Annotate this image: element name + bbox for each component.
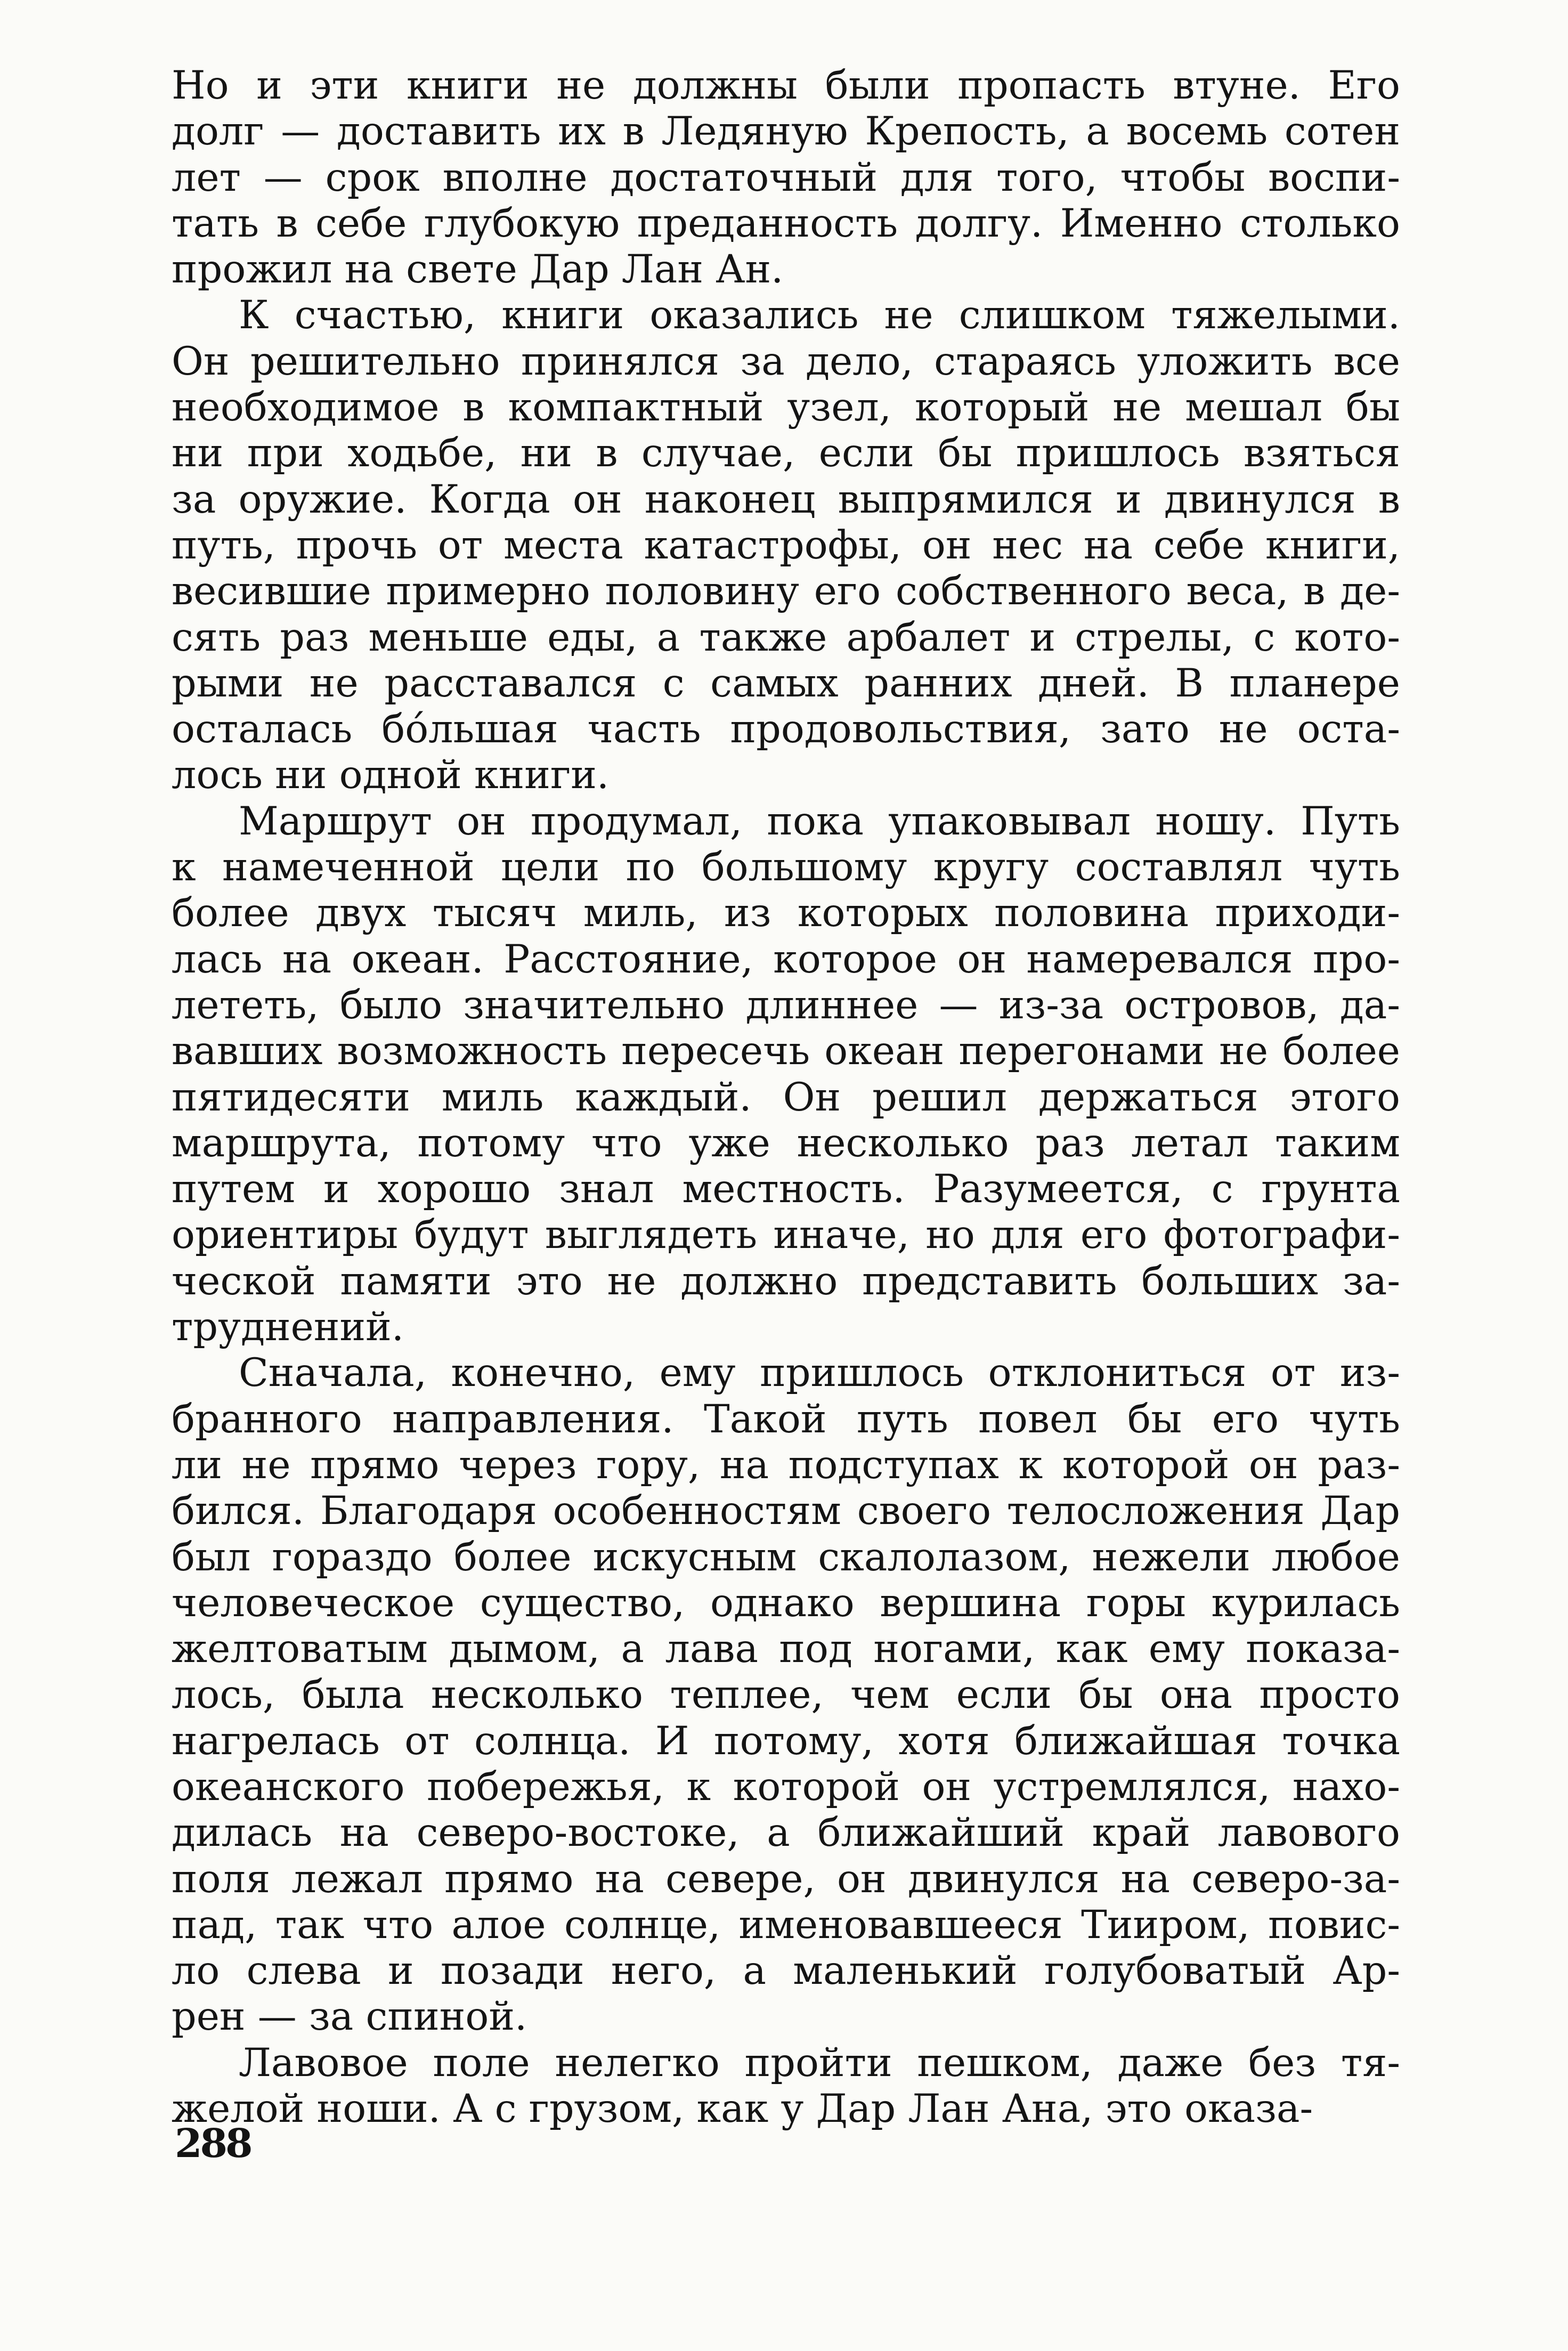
- paragraph: [172, 1350, 1400, 2040]
- text-line: нагрелась от солнца. И потому, хотя ближайшая точка: [172, 1718, 1400, 1764]
- text-line: лететь, было значительно длиннее — из-за островов, да-: [172, 982, 1400, 1028]
- text-line: пад, так что алое солнце, именовавшееся Тииром, повис-: [172, 1902, 1400, 1948]
- text-line: более двух тысяч миль, из которых половина приходи-: [172, 890, 1400, 936]
- text-line: Но и эти книги не должны были пропасть втуне. Его: [172, 63, 1400, 108]
- text-line: бранного направления. Такой путь повел бы его чуть: [172, 1396, 1400, 1442]
- paragraph: [172, 2040, 1400, 2133]
- text-line: рен — за спиной.: [172, 1994, 527, 2040]
- text-line: лось, была несколько теплее, чем если бы она просто: [172, 1672, 1400, 1718]
- text-line: лет — срок вполне достаточный для того, чтобы воспи-: [172, 155, 1400, 200]
- text-line: тать в себе глубокую преданность долгу. Именно столько: [172, 200, 1400, 246]
- text-line: ческой памяти это не должно представить больших за-: [172, 1258, 1400, 1304]
- paragraph: [172, 63, 1400, 293]
- text-line: за оружие. Когда он наконец выпрямился и двинулся в: [172, 476, 1400, 522]
- text-line: поля лежал прямо на севере, он двинулся на северо-за-: [172, 1856, 1400, 1902]
- paragraph: [172, 799, 1400, 1351]
- text-line: вавших возможность пересечь океан перегонами не более: [172, 1028, 1400, 1074]
- text-line: Сначала, конечно, ему пришлось отклониться от из-: [239, 1350, 1400, 1396]
- text-line: осталась бо́льшая часть продовольствия, зато не оста-: [172, 707, 1400, 752]
- text-line: прожил на свете Дар Лан Ан.: [172, 247, 784, 293]
- text-line: был гораздо более искусным скалолазом, нежели любое: [172, 1534, 1400, 1580]
- text-line: желой ноши. А с грузом, как у Дар Лан Ана, это оказа-: [172, 2086, 1313, 2132]
- text-line: пятидесяти миль каждый. Он решил держаться этого: [172, 1074, 1400, 1120]
- text-line: ло слева и позади него, а маленький голубоватый Ар-: [172, 1948, 1400, 1994]
- text-line: путем и хорошо знал местность. Разумеется, с грунта: [172, 1166, 1400, 1212]
- book-page: [172, 63, 1400, 2301]
- text-line: Маршрут он продумал, пока упаковывал ношу. Путь: [239, 798, 1400, 844]
- text-line: маршрута, потому что уже несколько раз летал таким: [172, 1120, 1400, 1166]
- page-number: 288: [175, 2121, 251, 2167]
- text-line: сять раз меньше еды, а также арбалет и стрелы, с кото-: [172, 614, 1400, 660]
- text-line: Лавовое поле нелегко пройти пешком, даже без тя-: [239, 2040, 1400, 2086]
- text-line: бился. Благодаря особенностям своего телосложения Дар: [172, 1488, 1400, 1534]
- text-line: дилась на северо-востоке, а ближайший край лавового: [172, 1810, 1400, 1856]
- text-line: к намеченной цели по большому кругу составлял чуть: [172, 845, 1400, 890]
- text-line: рыми не расставался с самых ранних дней. В планере: [172, 660, 1400, 706]
- text-line: лась на океан. Расстояние, которое он намеревался про-: [172, 936, 1400, 982]
- paragraph: [172, 293, 1400, 798]
- text-line: ориентиры будут выглядеть иначе, но для его фотографи-: [172, 1212, 1400, 1258]
- page-text: [172, 63, 1400, 2132]
- text-line: труднений.: [172, 1304, 404, 1350]
- text-line: океанского побережья, к которой он устремлялся, нахо-: [172, 1764, 1400, 1810]
- text-line: путь, прочь от места катастрофы, он нес на себе книги,: [172, 522, 1400, 568]
- text-line: долг — доставить их в Ледяную Крепость, а восемь сотен: [172, 109, 1400, 155]
- text-line: Он решительно принялся за дело, стараясь уложить все: [172, 338, 1400, 384]
- text-line: лось ни одной книги.: [172, 752, 610, 798]
- text-line: необходимое в компактный узел, который не мешал бы: [172, 385, 1400, 431]
- text-line: желтоватым дымом, а лава под ногами, как ему показа-: [172, 1626, 1400, 1672]
- text-line: ли не прямо через гору, на подступах к которой он раз-: [172, 1442, 1400, 1488]
- text-line: весившие примерно половину его собственного веса, в де-: [172, 569, 1400, 614]
- text-line: ни при ходьбе, ни в случае, если бы пришлось взяться: [172, 431, 1400, 476]
- text-line: К счастью, книги оказались не слишком тяжелыми.: [239, 293, 1400, 338]
- text-line: человеческое существо, однако вершина горы курилась: [172, 1580, 1400, 1626]
